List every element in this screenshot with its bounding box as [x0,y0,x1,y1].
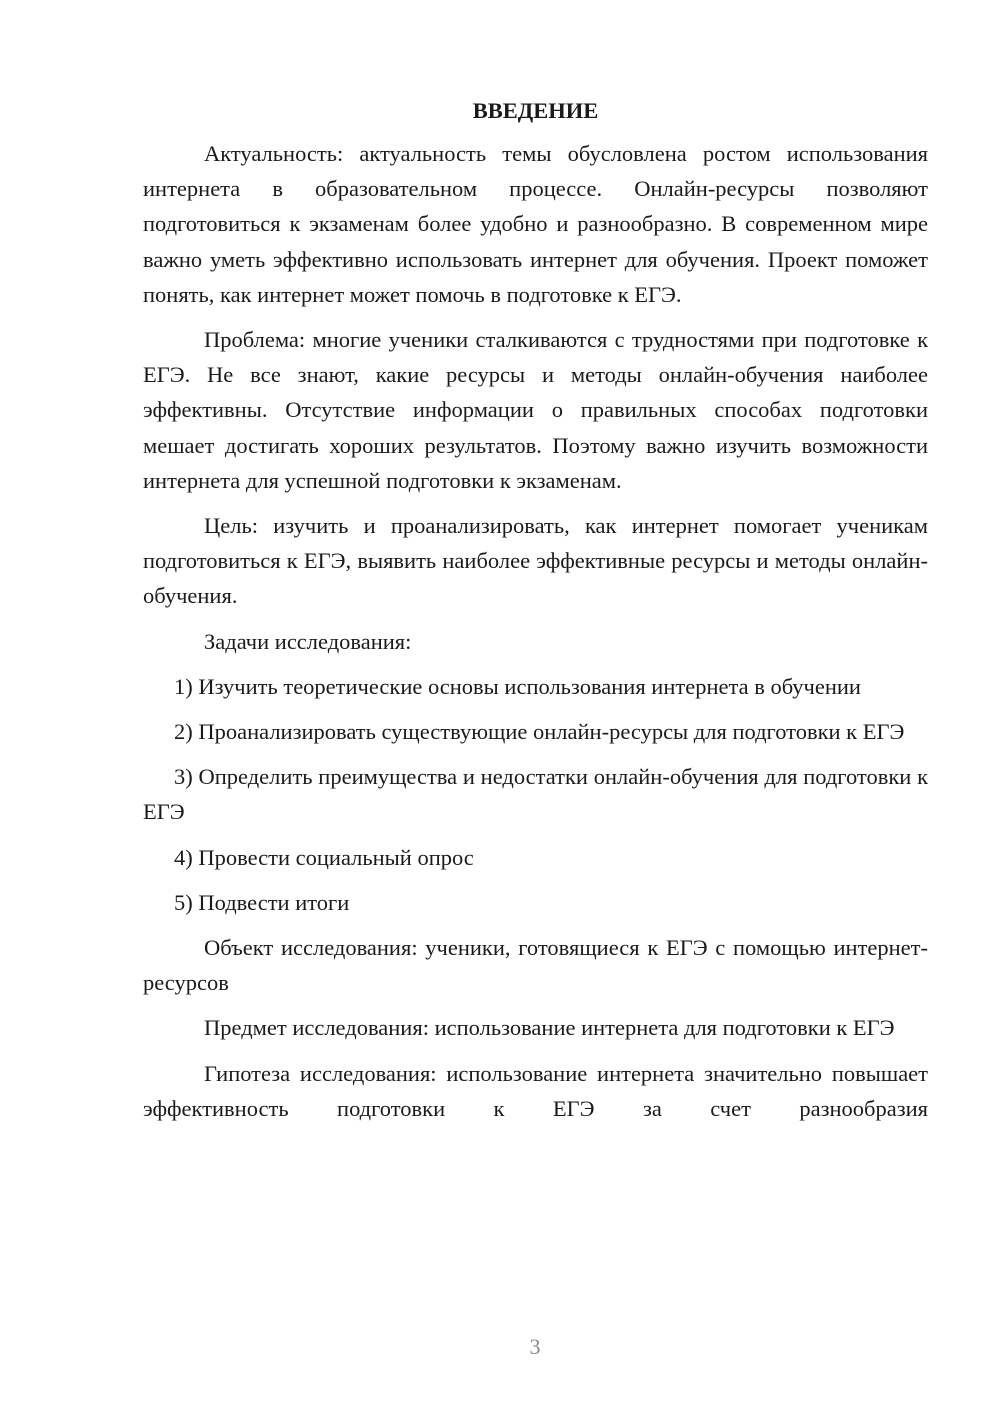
paragraph-hypothesis: Гипотеза исследования: использование интернета значительно повышает эффективность подготовки к ЕГЭ за счет разнообразия [143,1060,928,1121]
paragraph-problem: Проблема: многие ученики сталкиваются с трудностями при подготовке к ЕГЭ. Не все знают, какие ресурсы и методы онлайн-обучения наиболее эффективны. Отсутствие информации о правильных способах подготовки мешает достигать хороших результатов. Поэтому важно изучить возможности интернета для успешной подготовки к экзаменам. [143,327,928,493]
task-item-3: 3) Определить преимущества и недостатки онлайн-обучения для подготовки к ЕГЭ [143,764,928,825]
paragraph-subject: Предмет исследования: использование интернета для подготовки к ЕГЭ [204,1015,895,1041]
page-content [143,96,928,1136]
paragraph-relevance: Актуальность: актуальность темы обусловлена ростом использования интернета в образовательном процессе. Онлайн-ресурсы позволяют подготовиться к экзаменам более удобно и разнообразно. В современном мире важно уметь эффективно использовать интернет для обучения. Проект поможет понять, как интернет может помочь в подготовке к ЕГЭ. [143,141,928,307]
section-title: ВВЕДЕНИЕ [472,98,599,123]
task-item-4: 4) Провести социальный опрос [174,844,474,870]
paragraph-object: Объект исследования: ученики, готовящиеся к ЕГЭ с помощью интернет-ресурсов [143,935,928,996]
page-number: 3 [529,1334,541,1359]
task-item-5: 5) Подвести итоги [174,889,350,915]
tasks-heading: Задачи исследования: [204,628,412,654]
task-item-2: 2) Проанализировать существующие онлайн-ресурсы для подготовки к ЕГЭ [174,719,905,745]
task-item-1: 1) Изучить теоретические основы использования интернета в обучении [174,673,861,699]
paragraph-goal: Цель: изучить и проанализировать, как интернет помогает ученикам подготовиться к ЕГЭ, выявить наиболее эффективные ресурсы и методы онлайн-обучения. [143,513,928,609]
